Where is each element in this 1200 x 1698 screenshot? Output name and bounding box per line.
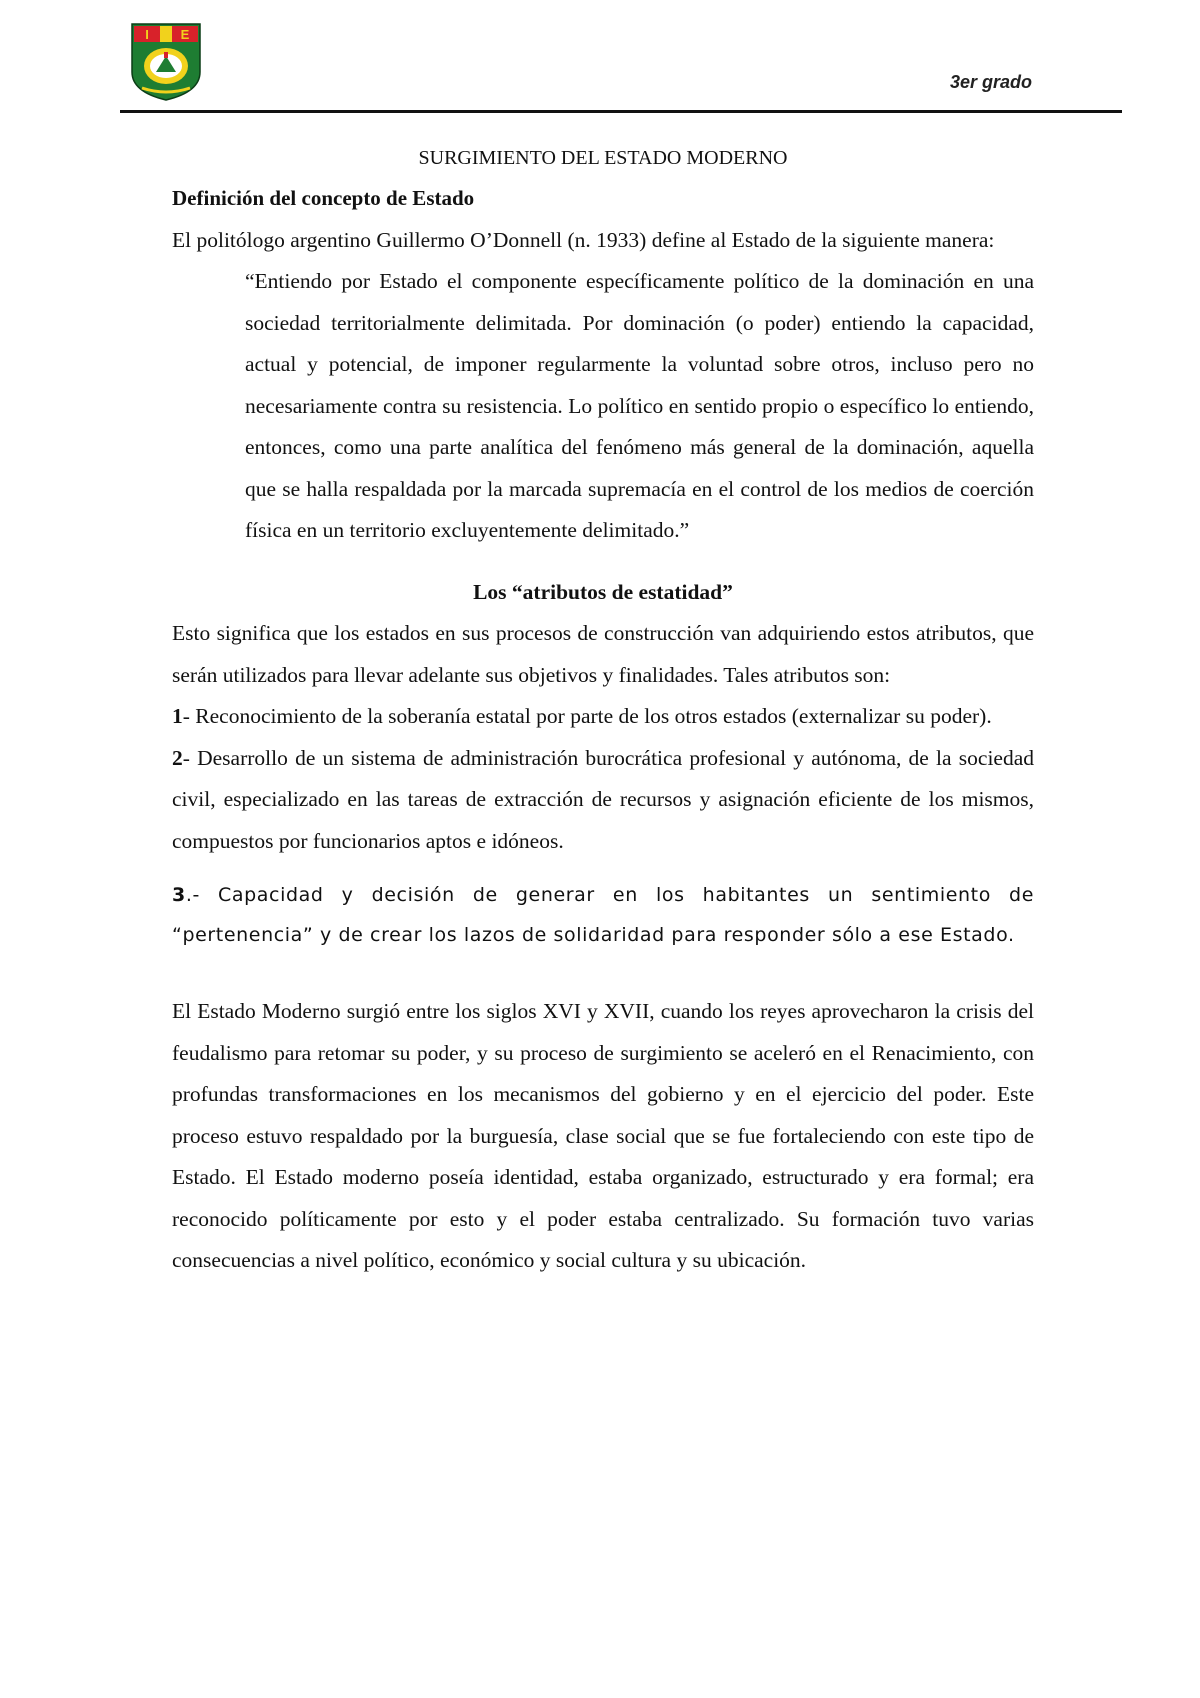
spacer xyxy=(172,955,1034,991)
closing-paragraph: El Estado Moderno surgió entre los siglos XVI y XVII, cuando los reyes aprovecharon la crisis del feudalismo para retomar su poder, y su proceso de surgimiento se aceleró en el Renacimiento, con profundas transformaciones en los mecanismos del gobierno y en el ejercicio del poder. Este proceso estuvo respaldado por la burguesía, clase social que se fue fortaleciendo con este tipo de Estado. El Estado moderno poseía identidad, estaba organizado, estructurado y era formal; era reconocido políticamente por esto y el poder estaba centralizado. Su formación tuvo varias consecuencias a nivel político, económico y social cultura y su ubicación. xyxy=(172,999,1034,1272)
attribute-number: 3 xyxy=(172,884,186,906)
section-heading-definition: Definición del concepto de Estado xyxy=(172,186,475,210)
spacer xyxy=(172,552,1034,572)
logo-letter-e: E xyxy=(180,27,190,42)
attribute-item-1 xyxy=(172,696,1034,738)
logo-letter-i: I xyxy=(145,27,149,42)
document-title: SURGIMIENTO DEL ESTADO MODERNO xyxy=(418,147,788,169)
attribute-text: - Reconocimiento de la soberanía estatal por parte de los otros estados (externalizar su poder). xyxy=(182,704,992,728)
document-body xyxy=(172,138,1034,1282)
grade-label: 3er grado xyxy=(949,72,1032,92)
intro-paragraph: El politólogo argentino Guillermo O’Donnell (n. 1933) define al Estado de la siguiente manera: xyxy=(172,227,995,252)
attribute-number: 1 xyxy=(172,704,183,728)
attribute-item-3 xyxy=(172,876,1034,955)
attribute-number: 2 xyxy=(172,745,183,770)
attributes-intro: Esto significa que los estados en sus procesos de construcción van adquiriendo estos atributos, que serán utilizados para llevar adelante sus objetivos y finalidades. Tales atributos son: xyxy=(172,621,1034,687)
quote-block: “Entiendo por Estado el componente específicamente político de la dominación en una sociedad territorialmente delimitada. Por dominación (o poder) entiendo la capacidad, actual y potencial, de imponer regularmente la voluntad sobre otros, incluso pero no necesariamente contra su resistencia. Lo político en sentido propio o específico lo entiendo, entonces, como una parte analítica del fenómeno más general de la dominación, aquella que se halla respaldada por la marcada supremacía en el control de los medios de coerción física en un territorio excluyentemente delimitado.” xyxy=(245,269,1034,542)
attribute-text: .- Capacidad y decisión de generar en los habitantes un sentimiento de “pertenencia” y de crear los lazos de solidaridad para responder sólo a ese Estado. xyxy=(172,884,1034,946)
attribute-text: - Desarrollo de un sistema de administración burocrática profesional y autónoma, de la sociedad civil, especializado en las tareas de extracción de recursos y asignación eficiente de los mismos, compuestos por funcionarios aptos e idóneos. xyxy=(172,745,1034,853)
header-rule xyxy=(120,110,1122,113)
spacer xyxy=(172,862,1034,876)
attribute-item-2 xyxy=(172,738,1034,863)
school-crest-icon xyxy=(130,22,202,102)
section-heading-attributes: Los “atributos de estatidad” xyxy=(473,579,733,604)
